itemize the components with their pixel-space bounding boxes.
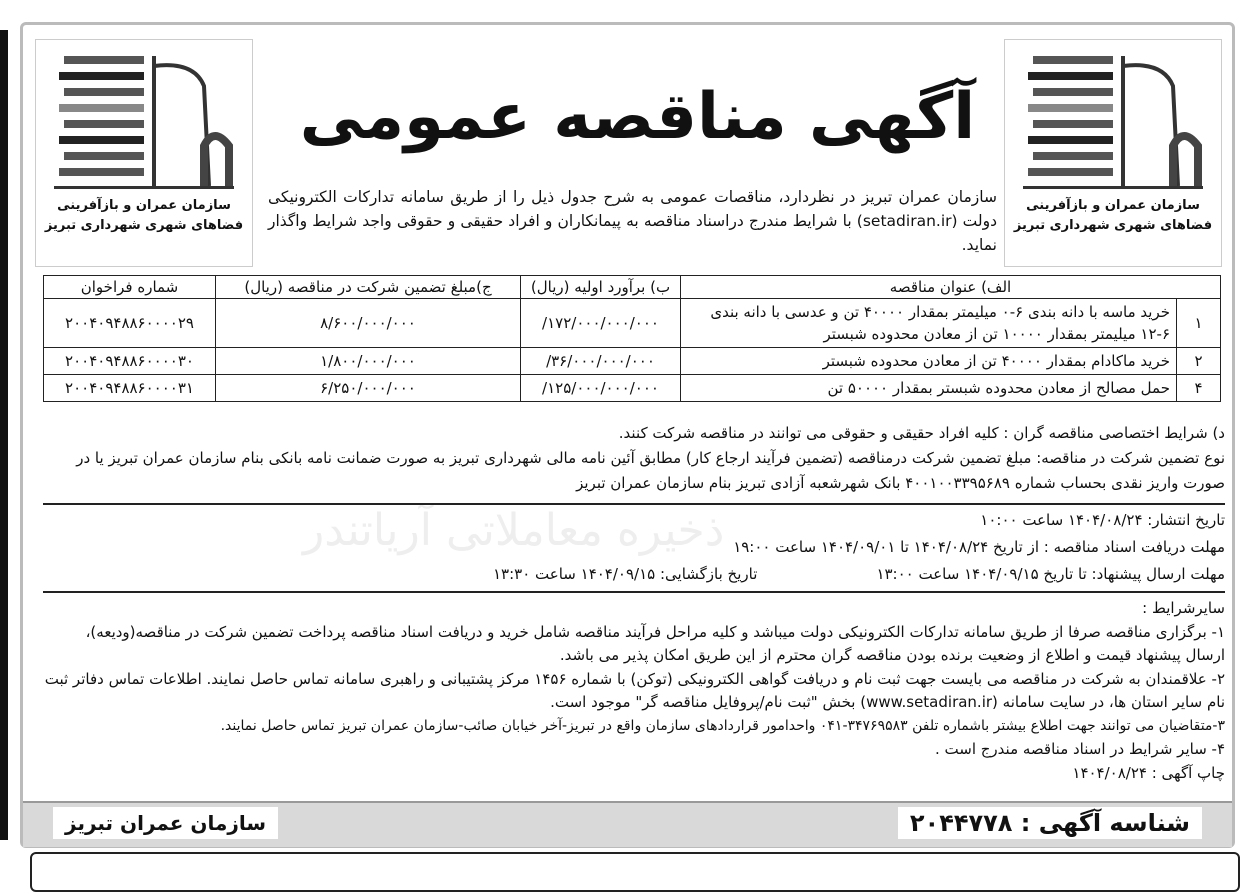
conditions <box>43 421 1225 496</box>
special-conditions: د) شرایط اختصاصی مناقصه گران : کلیه افراد حقیقی و حقوقی می توانند در مناقصه شرکت کنند. <box>618 424 1225 442</box>
table-row <box>44 375 1221 402</box>
divider <box>43 591 1225 593</box>
building-logo-icon <box>1023 46 1203 196</box>
row-guarantee: ۱/۸۰۰/۰۰۰/۰۰۰ <box>216 348 521 375</box>
watermark: ذخیره معاملاتی آریاتندر <box>303 505 725 556</box>
condition-item: ۲- علاقمندان به شرکت در مناقصه می بایست جهت ثبت نام و دریافت گواهی الکترونیکی (توکن) با شماره ۱۴۵۶ مرکز پشتیبانی و راهبری سامانه تماس حاصل نمایند. اطلاعات تماس دفاتر ثبت نام سایر استان ها، در سایت سامانه (www.setadiran.ir) بخش "ثبت نام/پروفایل مناقصه گر" موجود است. <box>44 669 1225 711</box>
guarantee-type: نوع تضمین شرکت در مناقصه: مبلغ تضمین شرکت درمناقصه (تضمین فرآیند ارجاع کار) مطابق آئین نامه مالی شهرداری تبریز به صورت ضمانت نامه بانکی بنام سازمان عمران تبریز یا در صورت واریز نقدی بحساب شماره ۴۰۰۱۰۰۳۳۹۵۶۸۹ بانک شهرشعبه آزادی تبریز بنام سازمان عمران تبریز <box>76 449 1225 492</box>
row-title: خرید ماسه با دانه بندی ۶-۰ میلیمتر بمقدار ۴۰۰۰۰ تن و عدسی با دانه بندی ۶-۱۲ میلیمتر بمقدار ۱۰۰۰۰ تن از معادن محدوده شبستر <box>681 299 1177 348</box>
row-call-number: ۲۰۰۴۰۹۴۸۸۶۰۰۰۰۳۱ <box>44 375 216 402</box>
building-logo-icon <box>54 46 234 196</box>
header-call-number: شماره فراخوان <box>44 276 216 299</box>
row-guarantee: ۸/۶۰۰/۰۰۰/۰۰۰ <box>216 299 521 348</box>
dates <box>43 507 1225 588</box>
footer-org: سازمان عمران تبریز <box>53 807 278 839</box>
row-call-number: ۲۰۰۴۰۹۴۸۸۶۰۰۰۰۳۰ <box>44 348 216 375</box>
divider <box>43 503 1225 505</box>
tender-table <box>43 275 1221 402</box>
header-estimate: ب) برآورد اولیه (ریال) <box>521 276 681 299</box>
logo-caption-2: فضاهای شهری شهرداری تبریز <box>44 218 244 233</box>
other-heading: سایرشرایط : <box>1142 599 1225 617</box>
condition-item: ۱- برگزاری مناقصه صرفا از طریق سامانه تدارکات الکترونیکی دولت میباشد و کلیه مراحل فرآیند مناقصه شامل خرید و دریافت اسناد مناقصه پرداخت تضمین شرکت در مناقصه(ودیعه)، ارسال پیشنهاد قیمت و اطلاع از وضعیت برنده بودن مناقصه گران محترم از این طریق امکان پذیر می باشد. <box>85 622 1225 664</box>
condition-item: ۴- سایر شرایط در اسناد مناقصه مندرج است . <box>934 740 1225 758</box>
logo-left <box>35 39 253 267</box>
next-ad-box <box>30 852 1240 892</box>
logo-caption-1: سازمان عمران و بازآفرینی <box>57 198 231 213</box>
condition-item: ۳-متقاضیان می توانند جهت اطلاع بیشتر باشماره تلفن ۳۴۷۶۹۵۸۳-۰۴۱ واحدامور قراردادهای سازمان واقع در تبریز-آخر خیابان صائب-سازمان عمران تبریز تماس حاصل نمایند. <box>220 717 1225 734</box>
row-estimate: ۱۷۲/۰۰۰/۰۰۰/۰۰۰/ <box>521 299 681 348</box>
row-call-number: ۲۰۰۴۰۹۴۸۸۶۰۰۰۰۲۹ <box>44 299 216 348</box>
logo-caption-1: سازمان عمران و بازآفرینی <box>1026 198 1200 213</box>
row-title: خرید ماکادام بمقدار ۴۰۰۰۰ تن از معادن محدوده شبستر <box>681 348 1177 375</box>
footer-bar <box>23 801 1232 847</box>
row-number: ۴ <box>1177 375 1221 402</box>
row-number: ۱ <box>1177 299 1221 348</box>
table-row <box>44 299 1221 348</box>
logo-caption-2: فضاهای شهری شهرداری تبریز <box>1013 218 1213 233</box>
intro-text: سازمان عمران تبریز در نظردارد، مناقصات عمومی به شرح جدول ذیل را از طریق سامانه تدارکات الکترونیکی دولت (setadiran.ir) با شرایط مندرج دراسناد مناقصه به پیمانکاران و افراد حقیقی و حقوقی واجد شرایط واگذار نماید. <box>268 188 997 254</box>
row-estimate: ۱۲۵/۰۰۰/۰۰۰/۰۰۰/ <box>521 375 681 402</box>
row-title: حمل مصالح از معادن محدوده شبستر بمقدار ۵۰۰۰۰ تن <box>681 375 1177 402</box>
other-conditions <box>43 597 1225 785</box>
submit-deadline: مهلت ارسال پیشنهاد: تا تاریخ ۱۴۰۴/۰۹/۱۵ ساعت ۱۳:۰۰ <box>876 565 1225 583</box>
header-guarantee: ج)مبلغ تضمین شرکت در مناقصه (ریال) <box>216 276 521 299</box>
table-row <box>44 348 1221 375</box>
table-header <box>44 276 1221 299</box>
row-estimate: ۳۶/۰۰۰/۰۰۰/۰۰۰/ <box>521 348 681 375</box>
page-title: آگهی مناقصه عمومی <box>299 80 976 154</box>
ad-id: شناسه آگهی : ۲۰۴۴۷۷۸ <box>898 807 1202 839</box>
row-guarantee: ۶/۲۵۰/۰۰۰/۰۰۰ <box>216 375 521 402</box>
logo-right <box>1004 39 1222 267</box>
ad-frame <box>20 22 1235 848</box>
header-title: الف) عنوان مناقصه <box>681 276 1221 299</box>
page-edge <box>0 30 8 840</box>
opening-date: تاریخ بازگشایی: ۱۴۰۴/۰۹/۱۵ ساعت ۱۳:۳۰ <box>493 565 758 583</box>
publish-date: تاریخ انتشار: ۱۴۰۴/۰۸/۲۴ ساعت ۱۰:۰۰ <box>980 511 1225 529</box>
row-number: ۲ <box>1177 348 1221 375</box>
print-date: چاپ آگهی : ۱۴۰۴/۰۸/۲۴ <box>1072 763 1225 782</box>
docs-deadline: مهلت دریافت اسناد مناقصه : از تاریخ ۱۴۰۴/۰۸/۲۴ تا ۱۴۰۴/۰۹/۰۱ ساعت ۱۹:۰۰ <box>733 538 1225 556</box>
